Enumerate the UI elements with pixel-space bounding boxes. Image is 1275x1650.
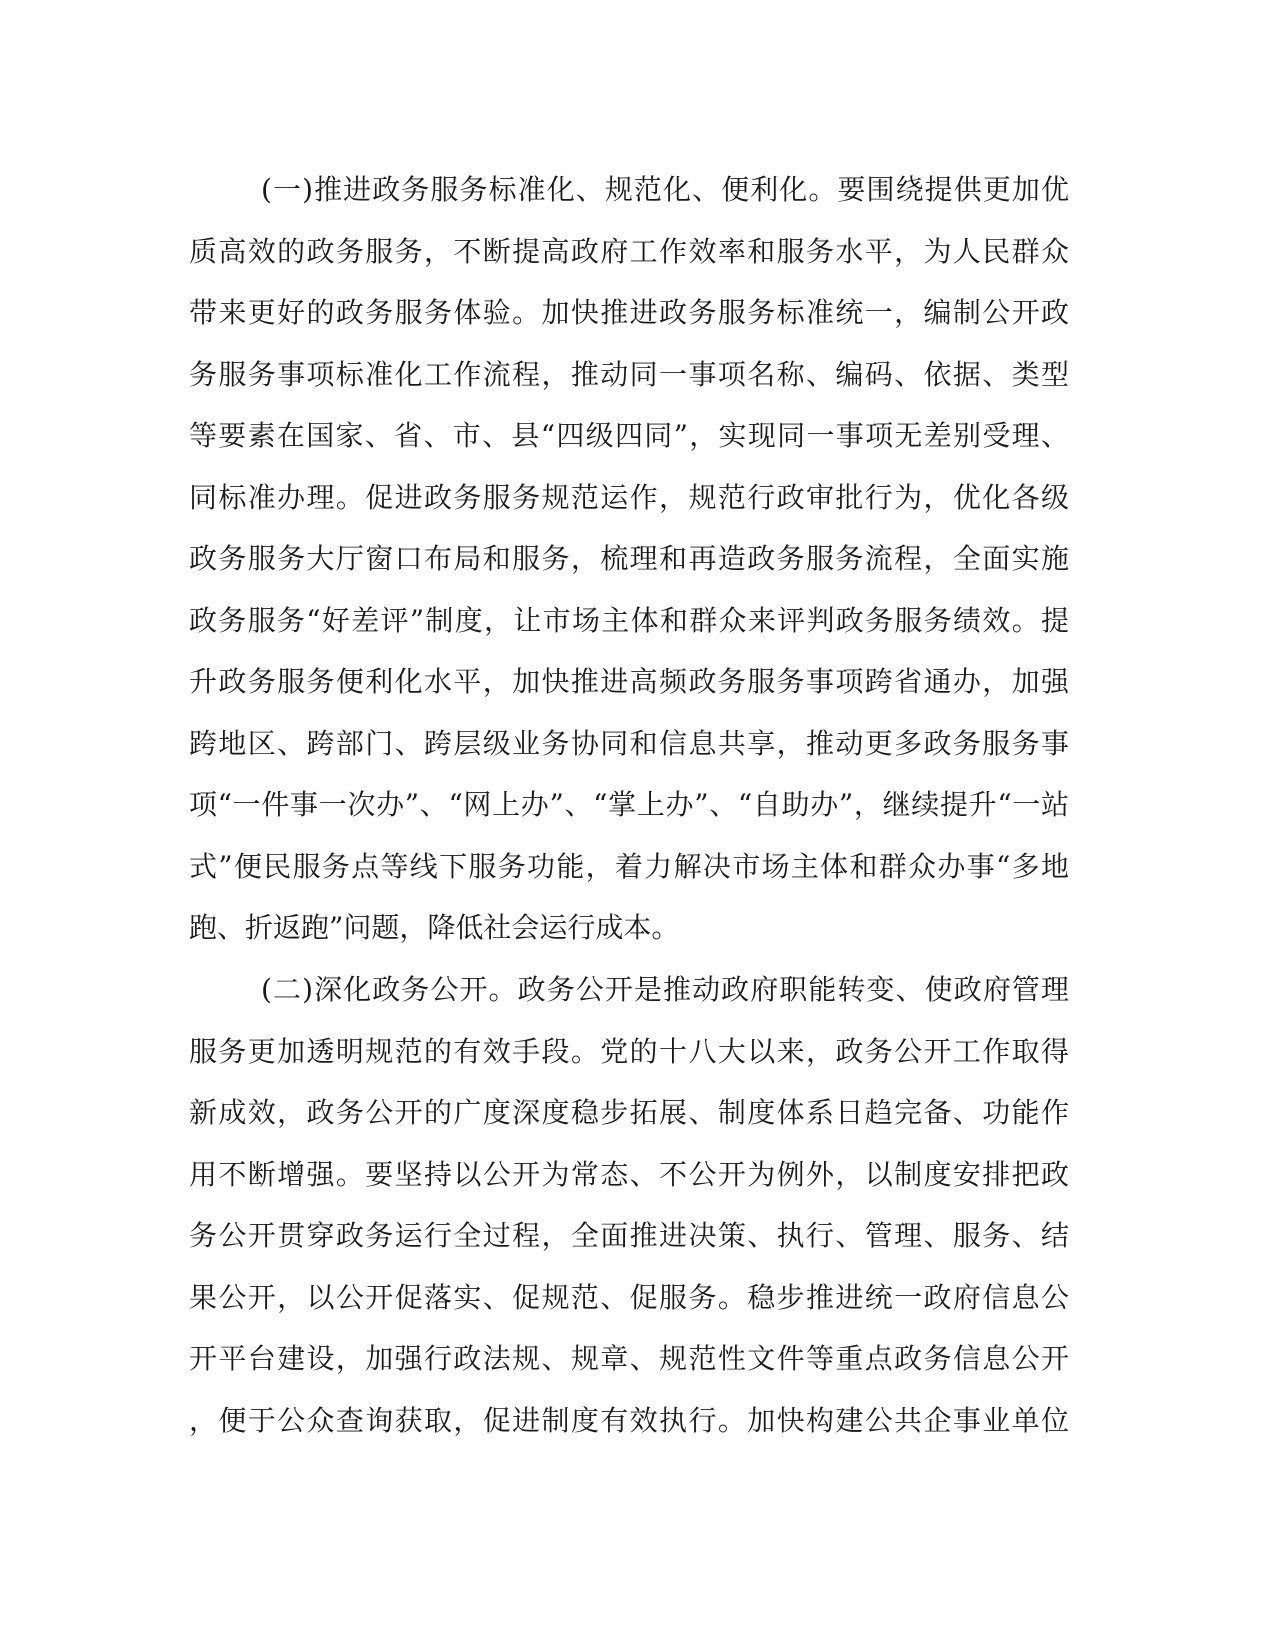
- text-line: 政务服务“好差评”制度，让市场主体和群众来评判政务服务绩效。提: [189, 603, 1069, 637]
- text-line: (一)推进政务服务标准化、规范化、便利化。要围绕提供更加优: [261, 173, 1069, 206]
- text-line: 同标准办理。促进政务服务规范运作，规范行政审批行为，优化各级: [189, 480, 1069, 514]
- text-line: 务服务事项标准化工作流程，推动同一事项名称、编码、依据、类型: [189, 357, 1069, 391]
- text-line: 升政务服务便利化水平，加快推进高频政务服务事项跨省通办，加强: [189, 665, 1069, 698]
- text-line: 带来更好的政务服务体验。加快推进政务服务标准统一，编制公开政: [189, 296, 1069, 329]
- text-line: ，便于公众查询获取，促进制度有效执行。加快构建公共企事业单位: [189, 1403, 1069, 1437]
- paragraph-government-openness: [189, 959, 1069, 1451]
- text-line: 务公开贯穿政务运行全过程，全面推进决策、执行、管理、服务、结: [189, 1219, 1069, 1252]
- text-line: 政务服务大厅窗口布局和服务，梳理和再造政务服务流程，全面实施: [189, 542, 1069, 575]
- paragraph-standardization: [189, 159, 1069, 959]
- text-line: 跨地区、跨部门、跨层级业务协同和信息共享，推动更多政务服务事: [189, 726, 1069, 760]
- text-line: 项“一件事一次办”、“网上办”、“掌上办”、“自助办”，继续提升“一站: [189, 788, 1069, 821]
- text-line: 等要素在国家、省、市、县“四级四同”，实现同一事项无差别受理、: [189, 419, 1069, 452]
- text-line: 新成效，政务公开的广度深度稳步拓展、制度体系日趋完备、功能作: [189, 1096, 1069, 1129]
- text-line: 跑、折返跑”问题，降低社会运行成本。: [189, 911, 680, 944]
- text-line: 开平台建设，加强行政法规、规章、规范性文件等重点政务信息公开: [189, 1342, 1069, 1375]
- text-line: (二)深化政务公开。政务公开是推动政府职能转变、使政府管理: [261, 973, 1069, 1006]
- text-line: 果公开，以公开促落实、促规范、促服务。稳步推进统一政府信息公: [189, 1280, 1069, 1314]
- text-line: 用不断增强。要坚持以公开为常态、不公开为例外，以制度安排把政: [189, 1157, 1069, 1191]
- text-line: 服务更加透明规范的有效手段。党的十八大以来，政务公开工作取得: [189, 1034, 1069, 1068]
- text-line: 式”便民服务点等线下服务功能，着力解决市场主体和群众办事“多地: [189, 849, 1069, 883]
- text-line: 质高效的政务服务，不断提高政府工作效率和服务水平，为人民群众: [189, 234, 1069, 268]
